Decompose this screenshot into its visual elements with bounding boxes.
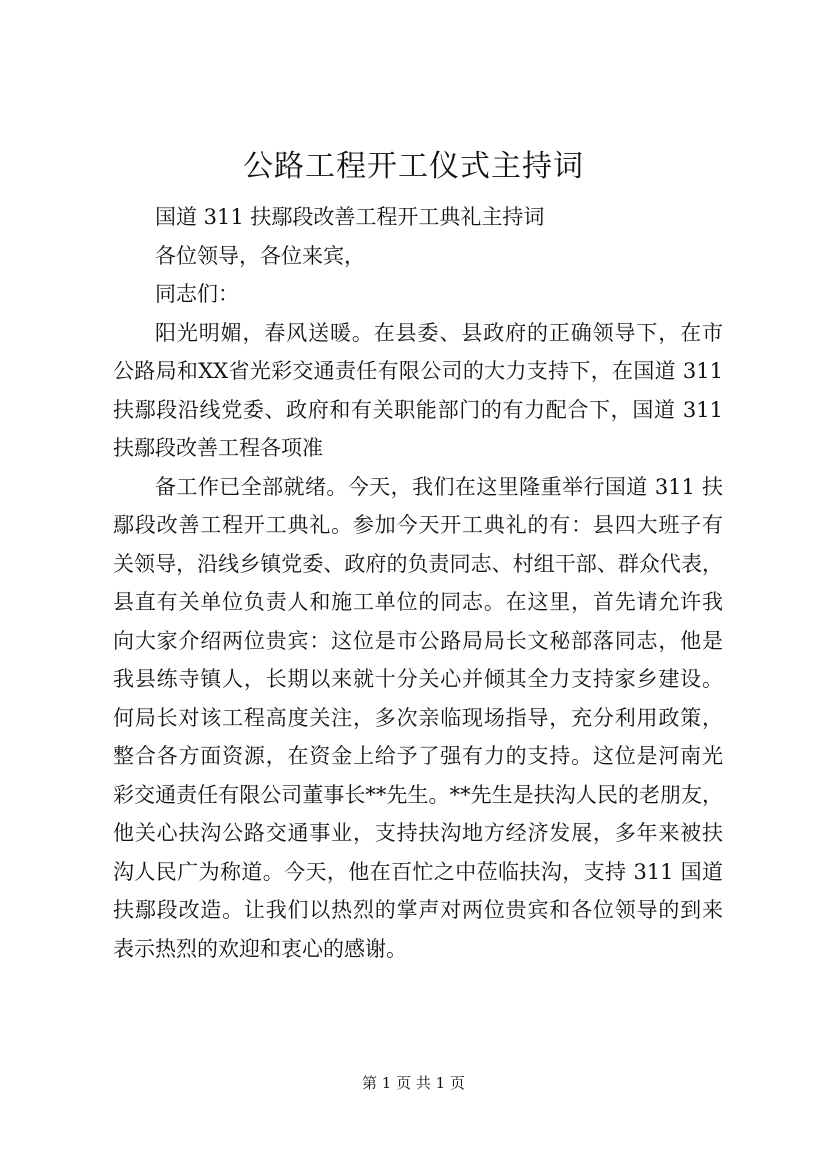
body-line: 备工作已全部就绪。今天，我们在这里隆重举行国道 311 扶 (155, 474, 723, 499)
body-line: 扶鄢段改造。让我们以热烈的掌声对两位贵宾和各位领导的到来 (113, 898, 723, 922)
body-line: 他关心扶沟公路交通事业，支持扶沟地方经济发展，多年来被扶 (113, 821, 723, 845)
body-line: 沟人民广为称道。今天，他在百忙之中莅临扶沟，支持 311 国道 (113, 859, 723, 884)
body-line: 扶鄢段沿线党委、政府和有关职能部门的有力配合下，国道 311 (113, 397, 723, 422)
body-line: 国道 311 扶鄢段改善工程开工典礼主持词 (155, 205, 545, 229)
body-line: 阳光明媚，春风送暖。在县委、县政府的正确领导下，在市 (155, 320, 723, 345)
body-line: 何局长对该工程高度关注，多次亲临现场指导，充分利用政策， (113, 705, 723, 730)
body-line: 整合各方面资源，在资金上给予了强有力的支持。这位是河南光 (113, 744, 723, 768)
body-line: 向大家介绍两位贵宾：这位是市公路局局长文秘部落同志，他是 (113, 628, 723, 653)
document-title: 公路工程开工仪式主持词 (243, 149, 584, 184)
body-line: 表示热烈的欢迎和衷心的感谢。 (113, 936, 407, 961)
body-line: 县直有关单位负责人和施工单位的同志。在这里，首先请允许我 (113, 590, 723, 614)
body-line: 关领导，沿线乡镇党委、政府的负责同志、村组干部、群众代表， (113, 551, 723, 576)
page-footer: 第 1 页 共 1 页 (362, 1074, 465, 1092)
body-line: 我县练寺镇人，长期以来就十分关心并倾其全力支持家乡建设。 (113, 667, 723, 691)
body-line: 公路局和XX省光彩交通责任有限公司的大力支持下，在国道 311 (113, 359, 723, 383)
body-line: 彩交通责任有限公司董事长**先生。**先生是扶沟人民的老朋友， (113, 782, 723, 807)
body-line: 各位领导，各位来宾， (155, 243, 365, 268)
document-body (113, 198, 723, 968)
body-line: 扶鄢段改善工程各项准 (113, 436, 323, 460)
body-line: 同志们： (155, 282, 239, 306)
body-line: 鄢段改善工程开工典礼。参加今天开工典礼的有：县四大班子有 (113, 513, 723, 537)
